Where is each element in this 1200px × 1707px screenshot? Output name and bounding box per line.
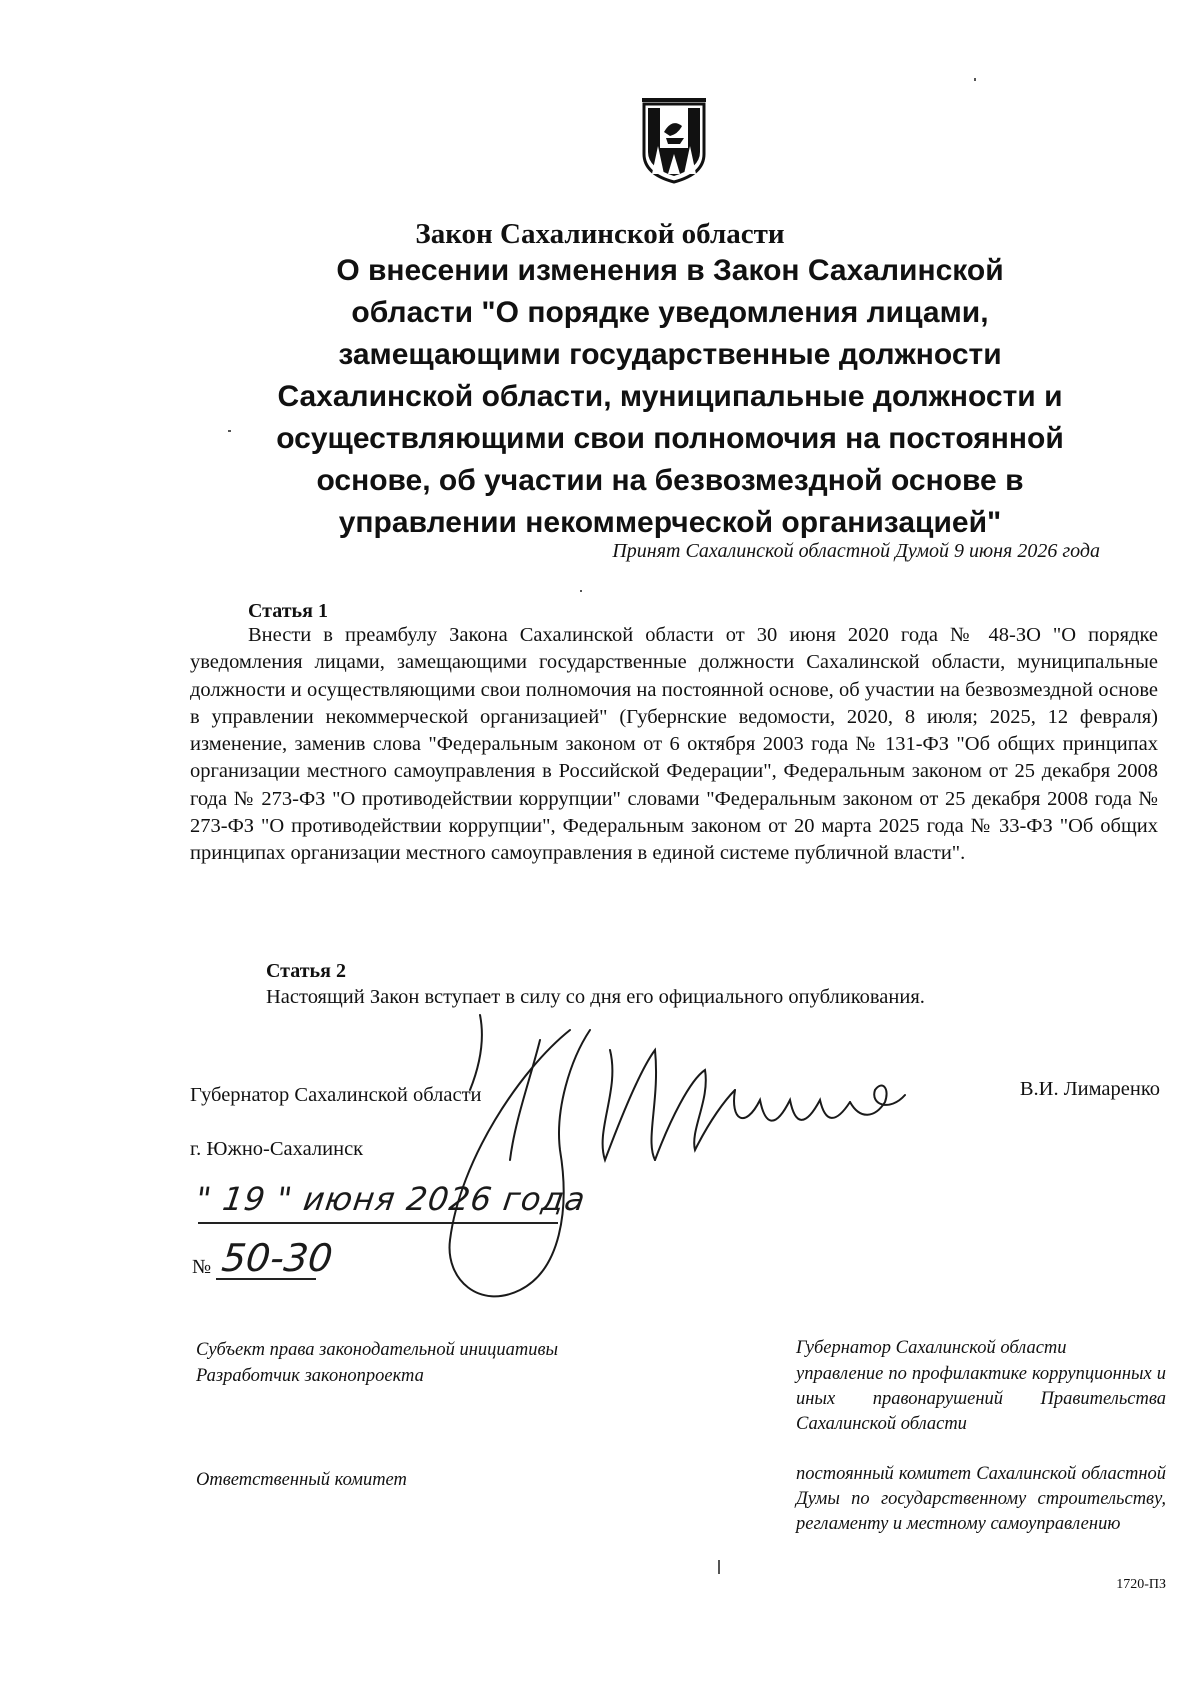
scan-speck bbox=[228, 430, 231, 432]
adoption-note: Принят Сахалинской областной Думой 9 июня 2026 года bbox=[612, 540, 1100, 562]
number-label: № bbox=[192, 1256, 212, 1278]
subtitle-line: управлении некоммерческой организацией" bbox=[338, 506, 1002, 539]
article-1-heading: Статья 1 bbox=[248, 600, 328, 622]
subtitle-line: области "О порядке уведомления лицами, bbox=[351, 296, 989, 329]
article-2-text: Настоящий Закон вступает в силу со дня его официального опубликования. bbox=[266, 986, 925, 1008]
governor-signature bbox=[420, 1010, 980, 1310]
governor-position: Губернатор Сахалинской области bbox=[190, 1084, 482, 1106]
article-1-text: Внести в преамбулу Закона Сахалинской области от 30 июня 2020 года № 48-ЗО "О порядке уведомления лицами, замещающими государственные должности Сахалинской области, муниципальные должности и осуществляющими свои полномочия на постоянной основе, об участии на безвозмездной основе в управлении некоммерческой организацией" (Губернские ведомости, 2020, 8 июля; 2025, 12 февраля) изменение, заменив слова "Федеральным законом от 6 октября 2003 года № 131-ФЗ "Об общих принципах организации местного самоуправления в Российской Федерации", Федеральным законом от 25 декабря 2008 года № 273-ФЗ "О противодействии коррупции" словами "Федеральным законом от 25 декабря 2008 года № 273-ФЗ "О противодействии коррупции", Федеральным законом от 20 марта 2025 года № 33-ФЗ "Об общих принципах организации местного самоуправления в единой системе публичной власти". bbox=[190, 624, 1158, 865]
committee-value: постоянный комитет Сахалинской областной Думы по государственному строительству, регламенту и местному самоуправлению bbox=[796, 1464, 1166, 1534]
scan-speck bbox=[718, 1560, 720, 1574]
developer-value: управление по профилактике коррупционных и иных правонарушений Правительства Сахалинской области bbox=[796, 1364, 1166, 1434]
article-2-heading: Статья 2 bbox=[266, 960, 346, 982]
sakhalin-emblem-icon bbox=[634, 96, 714, 184]
law-title: Закон Сахалинской области bbox=[415, 218, 785, 250]
signing-city: г. Южно-Сахалинск bbox=[190, 1138, 364, 1160]
initiative-value: Губернатор Сахалинской области bbox=[796, 1338, 1067, 1358]
subtitle-line: О внесении изменения в Закон Сахалинской bbox=[336, 254, 1004, 287]
law-subtitle bbox=[230, 250, 1110, 544]
scan-speck bbox=[580, 590, 582, 592]
handwritten-date: " 19 " июня 2026 года bbox=[193, 1180, 589, 1218]
subtitle-line: основе, об участии на безвозмездной основе в bbox=[316, 464, 1024, 497]
subtitle-line: осуществляющими свои полномочия на постоянной bbox=[276, 422, 1064, 455]
scan-speck bbox=[974, 78, 976, 81]
subtitle-line: замещающими государственные должности bbox=[338, 338, 1002, 371]
subtitle-line: Сахалинской области, муниципальные должности и bbox=[277, 380, 1063, 413]
document-code: 1720-ПЗ bbox=[1116, 1577, 1166, 1592]
handwritten-number: 50-30 bbox=[219, 1236, 335, 1280]
developer-label: Разработчик законопроекта bbox=[196, 1366, 424, 1386]
initiative-label: Субъект права законодательной инициативы bbox=[196, 1340, 559, 1360]
committee-label: Ответственный комитет bbox=[196, 1470, 407, 1490]
governor-name: В.И. Лимаренко bbox=[1019, 1078, 1160, 1100]
